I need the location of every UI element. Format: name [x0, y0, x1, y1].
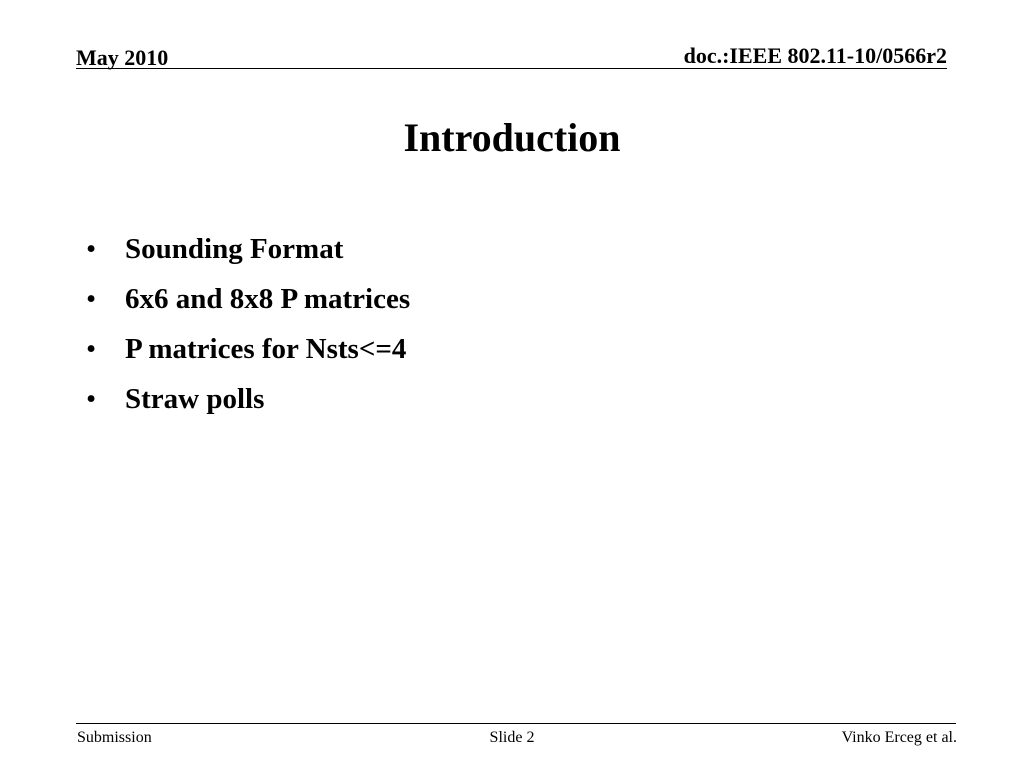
slide-title: Introduction [403, 115, 621, 160]
footer-divider [76, 723, 956, 724]
header-divider [76, 68, 947, 69]
bullet-text: 6x6 and 8x8 P matrices [125, 283, 411, 315]
bullet-item [86, 324, 410, 374]
bullet-item [86, 374, 410, 424]
bullet-icon: • [86, 283, 97, 315]
bullet-text: P matrices for Nsts<=4 [125, 333, 407, 365]
bullet-item [86, 224, 410, 274]
bullet-text: Straw polls [125, 383, 265, 415]
bullet-list [86, 224, 410, 424]
footer-author: Vinko Erceg et al. [841, 729, 957, 746]
header-date: May 2010 [76, 45, 169, 70]
footer-slide-number: Slide 2 [489, 729, 535, 746]
bullet-item [86, 274, 410, 324]
bullet-icon: • [86, 233, 97, 265]
bullet-icon: • [86, 333, 97, 365]
footer-submission: Submission [77, 729, 152, 746]
bullet-text: Sounding Format [125, 233, 344, 265]
bullet-icon: • [86, 383, 97, 415]
header-document-id: doc.:IEEE 802.11-10/0566r2 [683, 43, 947, 68]
